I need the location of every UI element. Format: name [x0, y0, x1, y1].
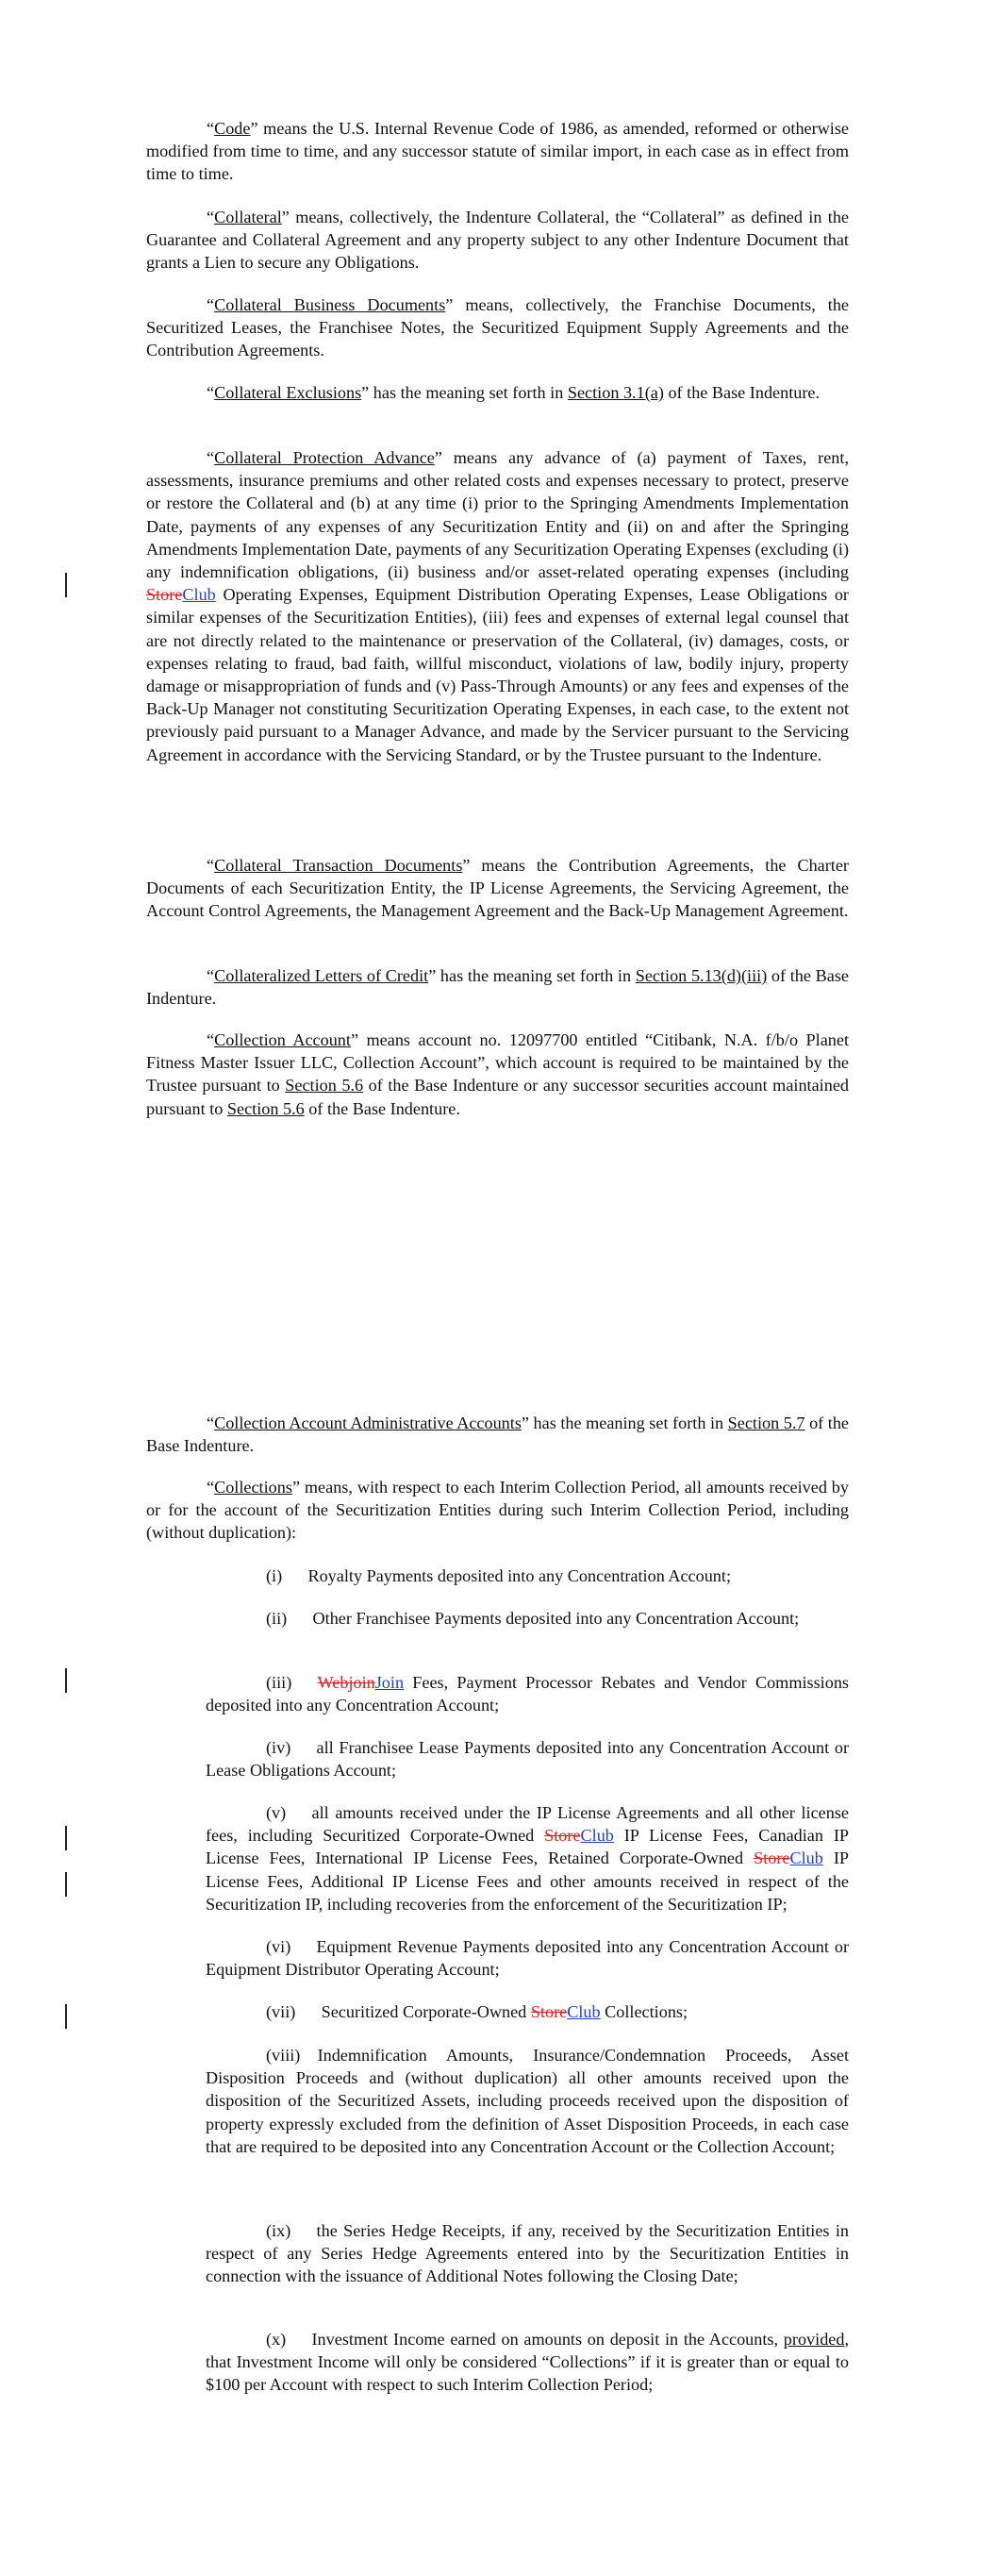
definition-collateral-protection-advance: “Collateral Protection Advance” means any advance of (a) payment of Taxes, rent, assessments, insurance premiums and other related costs and expenses necessary to protect, preserve or restore the Collateral and (b) at any time (i) prior to the Springing Amendments Implementation Date, payments of any expenses of any Securitization Entity and (ii) on and after the Springing Amendments Implementation Date, payments of any Securitization Operating Expenses (excluding (i) any indemnification obligations, (ii) business and/or asset-related operating expenses (including StoreClub Operating Expenses, Equipment Distribution Operating Expenses, Lease Obligations or similar expenses of the Securitization Entities), (iii) fees and expenses of external legal counsel that are not directly related to the maintenance or preservation of the Collateral, (iv) damages, costs, or expenses relating to fraud, bad faith, willful misconduct, violations of law, bodily injury, property damage or misappropriation of funds and (v) Pass-Through Amounts) or any fees and expenses of the Back-Up Manager not constituting Securitization Operating Expenses, in each case, to the extent not previously paid pursuant to a Manager Advance, and made by the Servicer pursuant to the Servicing Agreement in accordance with the Servicing Standard, or by the Trustee pursuant to the Indenture. — [146, 448, 849, 764]
item-number: (ii) — [266, 1609, 288, 1628]
list-item: (v) all amounts received under the IP License Agreements and all other license fees, including Securitized Corporate-Owned StoreClub IP License Fees, Canadian IP License Fees, International IP License Fees, Retained Corporate-Owned StoreClub IP License Fees, Additional IP License Fees and other amounts received in respect of the Securitization IP, including recoveries from the enforcement of the Securitization IP; — [206, 1803, 849, 1914]
list-item: (ii) Other Franchisee Payments deposited into any Concentration Account; — [266, 1609, 800, 1628]
item-number: (iii) — [266, 1673, 292, 1692]
definition-collateral: “Collateral” means, collectively, the Indenture Collateral, the “Collateral” as defined in the Guarantee and Collateral Agreement and any property subject to any other Indenture Document that grants a Lien to secure any Obligations. — [146, 208, 849, 273]
inserted-text: Club — [789, 1848, 823, 1868]
defined-term: Code — [214, 119, 251, 138]
list-item: (iv) all Franchisee Lease Payments deposited into any Concentration Account or Lease Obligations Account; — [206, 1738, 849, 1781]
section-reference: Section 5.6 — [285, 1076, 364, 1096]
list-item: (iii) WebjoinJoin Fees, Payment Processor Rebates and Vendor Commissions deposited into any Concentration Account; — [206, 1673, 849, 1715]
item-number: (i) — [266, 1566, 283, 1585]
proviso-term: provided — [783, 2330, 845, 2349]
definition-collateral-transaction-documents: “Collateral Transaction Documents” means the Contribution Agreements, the Charter Documents of each Securitization Entity, the IP License Agreements, the Servicing Agreement, the Account Control Agreements, the Management Agreement and the Back-Up Management Agreement. — [146, 856, 849, 921]
defined-term: Collateral Protection Advance — [214, 448, 435, 467]
section-reference: Section 3.1(a) — [567, 383, 664, 402]
list-item: (x) Investment Income earned on amounts on deposit in the Accounts, provided, that Investment Income will only be considered “Collections” if it is greater than or equal to $100 per Account with respect to such Interim Collection Period; — [206, 2330, 849, 2395]
definition-collection-account: “Collection Account” means account no. 12097700 entitled “Citibank, N.A. f/b/o Planet Fitness Master Issuer LLC, Collection Account”, which account is required to be maintained by the Trustee pursuant to Section 5.6 of the Base Indenture or any successor securities account maintained pursuant to Section 5.6 of the Base Indenture. — [146, 1030, 849, 1118]
inserted-text: Club — [182, 585, 216, 605]
deleted-text: Store — [754, 1848, 790, 1868]
revision-bar — [65, 2004, 67, 2029]
list-item: (i) Royalty Payments deposited into any Concentration Account; — [266, 1566, 732, 1585]
section-reference: Section 5.6 — [226, 1098, 305, 1118]
item-number: (vi) — [266, 1937, 291, 1956]
revision-bar — [65, 1872, 67, 1897]
defined-term: Collection Account — [214, 1030, 351, 1049]
item-number: (viii) — [266, 2046, 301, 2065]
defined-term: Collateral Business Documents — [214, 295, 446, 314]
item-number: (v) — [266, 1803, 287, 1822]
item-number: (x) — [266, 2330, 287, 2349]
defined-term: Collateral Exclusions — [214, 383, 362, 402]
item-number: (vii) — [266, 2002, 296, 2021]
definition-collateralized-letters-of-credit: “Collateralized Letters of Credit” has the meaning set forth in Section 5.13(d)(iii) of the Base Indenture. — [146, 966, 849, 1009]
definition-collections: “Collections” means, with respect to each Interim Collection Period, all amounts received by or for the account of the Securitization Entities during such Interim Collection Period, including (without duplication): — [146, 1478, 849, 1543]
defined-term: Collateralized Letters of Credit — [214, 966, 429, 985]
revision-bar — [65, 1826, 67, 1850]
list-item: (viii) Indemnification Amounts, Insurance/Condemnation Proceeds, Asset Disposition Proceeds and (without duplication) all other amounts received upon the disposition of the Securitized Assets, including proceeds received upon the disposition of property expressly excluded from the definition of Asset Disposition Proceeds, in each case that are required to be deposited into any Concentration Account or the Collection Account; — [206, 2046, 849, 2156]
list-item: (vi) Equipment Revenue Payments deposited into any Concentration Account or Equipment Distributor Operating Account; — [206, 1937, 849, 1980]
defined-term: Collection Account Administrative Accounts — [214, 1413, 522, 1432]
deleted-text: Webjoin — [317, 1673, 375, 1692]
definition-collection-account-administrative-accounts: “Collection Account Administrative Accounts” has the meaning set forth in Section 5.7 of the Base Indenture. — [146, 1413, 849, 1456]
section-reference: Section 5.13(d)(iii) — [635, 966, 768, 985]
inserted-text: Club — [580, 1826, 614, 1846]
revision-bar — [65, 573, 67, 597]
definition-collateral-exclusions: “Collateral Exclusions” has the meaning set forth in Section 3.1(a) of the Base Indenture. — [207, 383, 821, 402]
defined-term: Collections — [214, 1478, 292, 1497]
list-item: (vii) Securitized Corporate-Owned StoreClub Collections; — [266, 2002, 688, 2021]
inserted-text: Join — [374, 1673, 405, 1692]
item-number: (ix) — [266, 2221, 291, 2240]
defined-term: Collateral Transaction Documents — [214, 856, 463, 875]
list-item: (ix) the Series Hedge Receipts, if any, received by the Securitization Entities in respect of any Series Hedge Agreements entered into by the Securitization Entities in connection with the issuance of Additional Notes following the Closing Date; — [206, 2221, 849, 2286]
deleted-text: Store — [530, 2002, 568, 2021]
definition-code: “Code” means the U.S. Internal Revenue Code of 1986, as amended, reformed or otherwise modified from time to time, and any successor statute of similar import, in each case as in effect from time to time. — [146, 119, 849, 184]
revision-bar — [65, 1668, 67, 1693]
section-reference: Section 5.7 — [727, 1413, 805, 1432]
definition-collateral-business-documents: “Collateral Business Documents” means, collectively, the Franchise Documents, the Securitized Leases, the Franchisee Notes, the Securitized Equipment Supply Agreements and the Contribution Agreements. — [146, 295, 849, 360]
defined-term: Collateral — [214, 208, 282, 226]
item-number: (iv) — [266, 1738, 291, 1757]
deleted-text: Store — [146, 585, 183, 605]
inserted-text: Club — [567, 2002, 601, 2021]
deleted-text: Store — [544, 1826, 581, 1846]
